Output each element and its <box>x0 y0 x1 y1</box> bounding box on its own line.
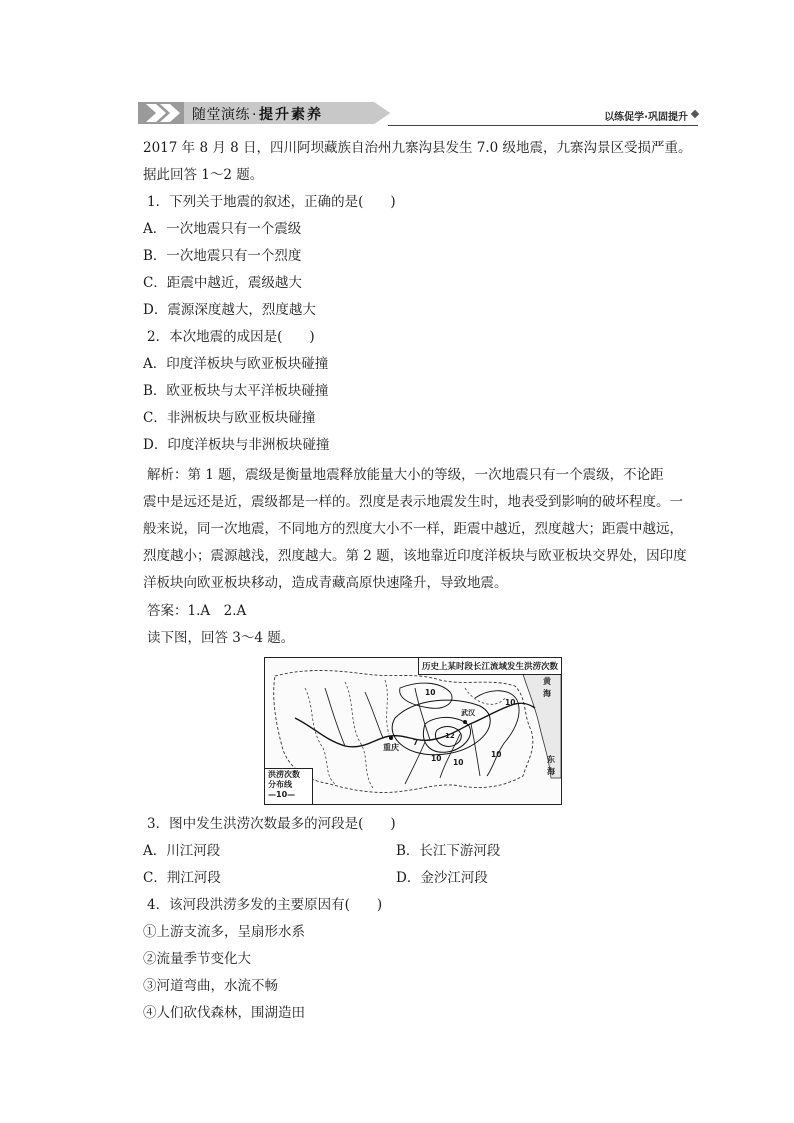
q3-option-d: D．金沙江河段 <box>396 870 488 886</box>
q3-stem: 3．图中发生洪涝次数最多的河段是( ) <box>147 816 396 832</box>
east-sea-label: 东 海 <box>547 755 555 776</box>
q2-option-b: B．欧亚板块与太平洋板块碰撞 <box>143 383 329 399</box>
answer: 答案：1.A 2.A <box>147 603 247 619</box>
read-map-prompt: 读下图，回答 3～4 题。 <box>147 630 295 646</box>
wuhan-label: 武汉 <box>461 709 475 717</box>
banner-title-right: 提升素养 <box>258 107 323 123</box>
intro-line-2: 据此回答 1～2 题。 <box>143 167 264 183</box>
intro-line-1: 2017 年 8 月 8 日，四川阿坝藏族自治州九寨沟县发生 7.0 级地震，九寨沟景区受损严重。 <box>143 140 692 156</box>
yellow-sea-label: 黄 海 <box>543 677 551 698</box>
q1-option-b: B．一次地震只有一个烈度 <box>143 248 302 264</box>
flood-map-figure <box>264 657 562 805</box>
q2-option-d: D．印度洋板块与非洲板块碰撞 <box>143 437 330 453</box>
chongqing-marker <box>389 736 393 740</box>
chongqing-label: 重庆 <box>383 743 399 752</box>
contour-label: 10 <box>491 750 502 759</box>
q2-stem: 2．本次地震的成因是( ) <box>147 329 315 345</box>
banner-title <box>192 104 323 124</box>
diamond-icon <box>691 110 699 118</box>
header-slogan: 以练促学·巩固提升 <box>604 112 688 123</box>
q4-item-2: ②流量季节变化大 <box>143 951 251 967</box>
legend-line-2: 分布线 <box>268 780 292 789</box>
banner-title-left: 随堂演练 <box>192 107 250 123</box>
analysis-line-1: 解析：第 1 题，震级是衡量地震释放能量大小的等级，一次地震只有一个震级，不论距 <box>147 467 664 483</box>
q1-stem: 1．下列关于地震的叙述，正确的是( ) <box>147 194 396 210</box>
contour-label: 10 <box>425 688 436 697</box>
contour-label: 10 <box>453 758 464 767</box>
q3-option-c: C．荆江河段 <box>143 870 221 886</box>
contour-label: 10 <box>431 754 442 763</box>
analysis-line-4: 烈度越小；震源越浅，烈度越大。第 2 题，该地靠近印度洋板块与欧亚板块交界处，因印度 <box>143 548 687 564</box>
q2-option-c: C．非洲板块与欧亚板块碰撞 <box>143 410 316 426</box>
banner-title-separator: · <box>252 107 257 123</box>
wuhan-marker <box>463 720 467 724</box>
figure-title: 历史上某时段长江流域发生洪涝次数 <box>418 658 561 675</box>
q3-option-b: B．长江下游河段 <box>396 843 501 859</box>
q2-option-a: A．印度洋板块与欧亚板块碰撞 <box>143 356 329 372</box>
q4-stem: 4．该河段洪涝多发的主要原因有( ) <box>147 897 383 913</box>
q1-option-c: C．距震中越近，震级越大 <box>143 275 302 291</box>
q4-item-4: ④人们砍伐森林，围湖造田 <box>143 1005 305 1021</box>
map-legend <box>265 768 313 804</box>
analysis-line-2: 震中是远还是近，震级都是一样的。烈度是表示地震发生时，地表受到影响的破坏程度。一 <box>143 494 683 510</box>
legend-value: —10— <box>268 790 296 799</box>
contour-label: 12 <box>445 732 455 740</box>
analysis-line-5: 洋板块向欧亚板块移动，造成青藏高原快速隆升，导致地震。 <box>143 575 508 591</box>
contour-label: 7 <box>413 738 419 747</box>
q3-option-a: A．川江河段 <box>143 843 221 859</box>
legend-line-1: 洪涝次数 <box>268 770 300 779</box>
q1-option-d: D．震源深度越大，烈度越大 <box>143 302 316 318</box>
contour-label: 10 <box>505 698 516 707</box>
q4-item-3: ③河道弯曲，水流不畅 <box>143 978 278 994</box>
q1-option-a: A．一次地震只有一个震级 <box>143 221 302 237</box>
header-rule <box>388 125 698 126</box>
section-header <box>138 100 698 126</box>
q4-item-1: ①上游支流多，呈扇形水系 <box>143 924 305 940</box>
analysis-line-3: 般来说，同一次地震，不同地方的烈度大小不一样，距震中越近，烈度越大；距震中越远， <box>143 521 683 537</box>
